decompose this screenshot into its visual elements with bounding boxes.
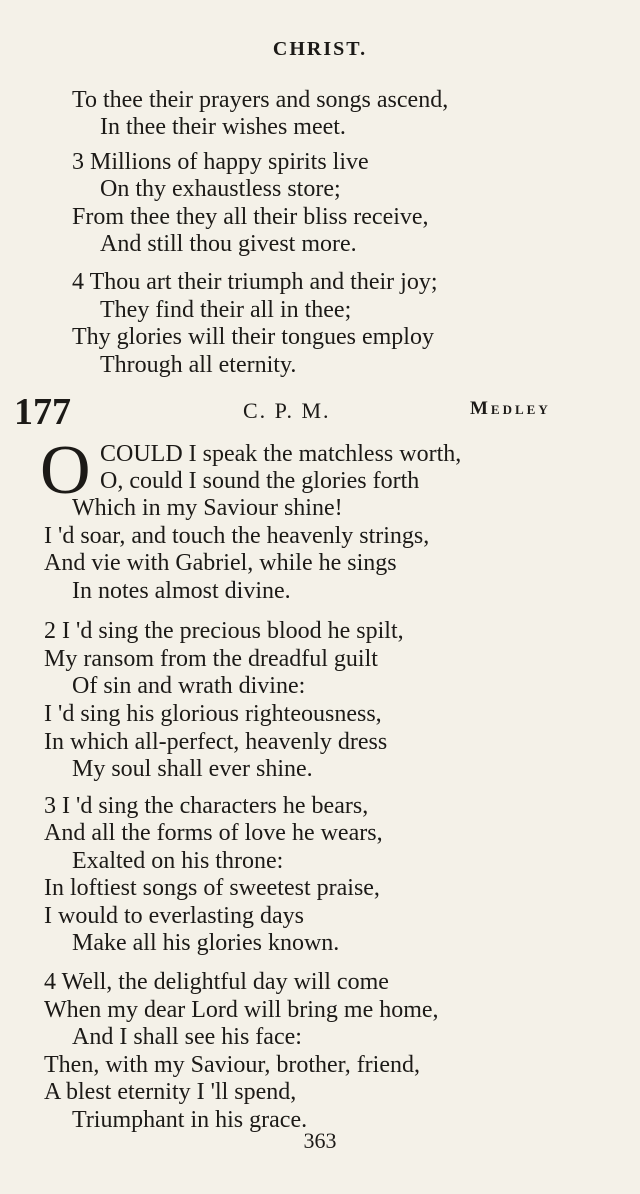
- hymn-tune: Medley: [470, 398, 551, 419]
- verse-line: Through all eternity.: [100, 352, 297, 378]
- verse-line: To thee their prayers and songs ascend,: [72, 87, 449, 113]
- page-header: CHRIST.: [272, 38, 368, 60]
- verse-line: 3 Millions of happy spirits live: [72, 149, 369, 175]
- verse-line: Make all his glories known.: [72, 930, 340, 956]
- verse-line: On thy exhaustless store;: [100, 176, 341, 202]
- verse-line: And I shall see his face:: [72, 1024, 302, 1050]
- verse-line: They find their all in thee;: [100, 297, 352, 323]
- verse-line: 4 Well, the delightful day will come: [44, 969, 389, 995]
- verse-line: My soul shall ever shine.: [72, 756, 313, 782]
- verse-line: In which all-perfect, heavenly dress: [44, 729, 388, 755]
- verse-line: And still thou givest more.: [100, 231, 357, 257]
- verse-line: O, could I sound the glories forth: [100, 468, 420, 494]
- verse-line: Triumphant in his grace.: [72, 1107, 308, 1133]
- verse-line: Then, with my Saviour, brother, friend,: [44, 1052, 420, 1078]
- verse-line: Of sin and wrath divine:: [72, 673, 306, 699]
- verse-line: A blest eternity I 'll spend,: [44, 1079, 297, 1105]
- verse-line: 2 I 'd sing the precious blood he spilt,: [44, 618, 404, 644]
- verse-line: 3 I 'd sing the characters he bears,: [44, 793, 369, 819]
- verse-line: And vie with Gabriel, while he sings: [44, 550, 397, 576]
- hymn-meter: C. P. M.: [243, 398, 331, 423]
- hymn-number: 177: [14, 391, 71, 433]
- verse-line: In loftiest songs of sweetest praise,: [44, 875, 380, 901]
- verse-line: I 'd sing his glorious righteousness,: [44, 701, 382, 727]
- verse-line: COULD I speak the matchless worth,: [100, 441, 462, 467]
- verse-line: My ransom from the dreadful guilt: [44, 646, 378, 672]
- verse-line: 4 Thou art their triumph and their joy;: [72, 269, 438, 295]
- verse-line: From thee they all their bliss receive,: [72, 204, 429, 230]
- verse-line: When my dear Lord will bring me home,: [44, 997, 439, 1023]
- verse-line: Exalted on his throne:: [72, 848, 284, 874]
- verse-line: I 'd soar, and touch the heavenly strings,: [44, 523, 430, 549]
- verse-line: And all the forms of love he wears,: [44, 820, 383, 846]
- page-number: 363: [303, 1128, 337, 1153]
- verse-line: I would to everlasting days: [44, 903, 304, 929]
- drop-cap: O: [40, 432, 91, 509]
- verse-line: Which in my Saviour shine!: [72, 495, 343, 521]
- verse-line: Thy glories will their tongues employ: [72, 324, 434, 350]
- verse-line: In notes almost divine.: [72, 578, 291, 604]
- verse-line: In thee their wishes meet.: [100, 114, 346, 140]
